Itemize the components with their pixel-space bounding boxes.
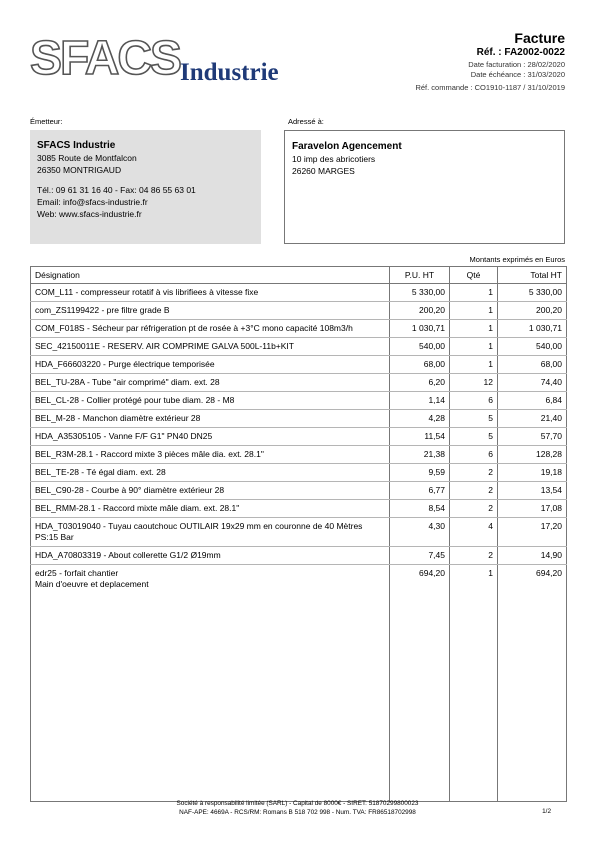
cell-qte: 1 [450, 302, 498, 320]
currency-note: Montants exprimés en Euros [469, 255, 565, 264]
cell-pu: 694,20 [390, 565, 450, 802]
table-row [31, 518, 567, 547]
due-date: Date échéance : 31/03/2020 [470, 70, 565, 79]
cell-qte: 1 [450, 565, 498, 802]
cell-total: 540,00 [498, 338, 567, 356]
cell-qte: 6 [450, 392, 498, 410]
table-row [31, 565, 567, 802]
cell-total: 17,20 [498, 518, 567, 547]
cell-designation: BEL_TE-28 - Té égal diam. ext. 28 [31, 464, 390, 482]
footer-line2: NAF-APE: 4669A - RCS/RM: Romans B 518 702 998 - Num. TVA: FR86518702998 [179, 809, 416, 816]
destinataire-address1: 10 imp des abricotiers [292, 154, 376, 164]
invoice-date: Date facturation : 28/02/2020 [468, 60, 565, 69]
cell-pu: 1,14 [390, 392, 450, 410]
table-row [31, 547, 567, 565]
order-ref: Réf. commande : CO1910-1187 / 31/10/2019 [415, 83, 565, 92]
emetteur-phone: Tél.: 09 61 31 16 40 - Fax: 04 86 55 63 01 [37, 185, 196, 195]
cell-pu: 5 330,00 [390, 284, 450, 302]
cell-designation: COM_L11 - compresseur rotatif à vis librifiees à vitesse fixe [31, 284, 390, 302]
invoice-ref: Réf. : FA2002-0022 [476, 47, 565, 58]
emetteur-box [30, 130, 261, 244]
cell-designation: SEC_42150011E - RESERV. AIR COMPRIME GALVA 500L-11b+KIT [31, 338, 390, 356]
cell-total: 128,28 [498, 446, 567, 464]
cell-designation: BEL_TU-28A - Tube "air comprimé" diam. ext. 28 [31, 374, 390, 392]
emetteur-address2: 26350 MONTRIGAUD [37, 165, 122, 175]
cell-qte: 2 [450, 482, 498, 500]
cell-qte: 1 [450, 320, 498, 338]
cell-pu: 4,28 [390, 410, 450, 428]
cell-designation: HDA_A35305105 - Vanne F/F G1" PN40 DN25 [31, 428, 390, 446]
footer [0, 799, 595, 817]
cell-pu: 4,30 [390, 518, 450, 547]
emetteur-address1: 3085 Route de Montfalcon [37, 153, 137, 163]
cell-designation: com_ZS1199422 - pre filtre grade B [31, 302, 390, 320]
invoice-header [415, 30, 565, 93]
cell-designation: BEL_RMM-28.1 - Raccord mixte mâle diam. ext. 28.1" [31, 500, 390, 518]
table-row [31, 428, 567, 446]
cell-qte: 4 [450, 518, 498, 547]
logo-mark: SFACS [30, 32, 181, 85]
cell-pu: 200,20 [390, 302, 450, 320]
cell-total: 17,08 [498, 500, 567, 518]
cell-pu: 6,20 [390, 374, 450, 392]
sfacs-logo-image [28, 32, 318, 90]
cell-pu: 6,77 [390, 482, 450, 500]
cell-total: 13,54 [498, 482, 567, 500]
cell-total: 68,00 [498, 356, 567, 374]
cell-total: 74,40 [498, 374, 567, 392]
col-header-pu: P.U. HT [390, 267, 450, 284]
cell-designation [31, 565, 390, 802]
cell-designation: HDA_T03019040 - Tuyau caoutchouc OUTILAIR 19x29 mm en couronne de 40 Mètres PS:15 Bar [31, 518, 390, 547]
table-row [31, 374, 567, 392]
table-row [31, 320, 567, 338]
cell-qte: 12 [450, 374, 498, 392]
col-header-total: Total HT [498, 267, 567, 284]
forfait-detail: Main d'oeuvre et deplacement [35, 579, 149, 589]
cell-qte: 1 [450, 284, 498, 302]
emetteur-email: Email: info@sfacs-industrie.fr [37, 197, 148, 207]
cell-total: 57,70 [498, 428, 567, 446]
cell-designation: BEL_C90-28 - Courbe à 90° diamètre extérieur 28 [31, 482, 390, 500]
cell-total: 6,84 [498, 392, 567, 410]
cell-total: 5 330,00 [498, 284, 567, 302]
cell-qte: 5 [450, 428, 498, 446]
col-header-designation: Désignation [31, 267, 390, 284]
cell-designation: BEL_M-28 - Manchon diamètre extérieur 28 [31, 410, 390, 428]
cell-qte: 6 [450, 446, 498, 464]
destinataire-label: Adressé à: [288, 117, 324, 126]
cell-pu: 68,00 [390, 356, 450, 374]
cell-pu: 9,59 [390, 464, 450, 482]
table-row [31, 464, 567, 482]
cell-designation: BEL_R3M-28.1 - Raccord mixte 3 pièces mâle dia. ext. 28.1" [31, 446, 390, 464]
table-row [31, 500, 567, 518]
destinataire-address2: 26260 MARGES [292, 166, 355, 176]
cell-total: 200,20 [498, 302, 567, 320]
emetteur-label: Émetteur: [30, 117, 63, 126]
table-header-row [31, 267, 567, 284]
footer-line1: Société à responsabilité limitée (SARL) - Capital de 8000€ - SIRET: 51870299800023 [176, 800, 419, 807]
destinataire-name: Faravelon Agencement [292, 141, 402, 152]
table-row [31, 284, 567, 302]
emetteur-name: SFACS Industrie [37, 140, 116, 151]
items-table [30, 266, 567, 802]
col-header-qte: Qté [450, 267, 498, 284]
table-row [31, 302, 567, 320]
cell-qte: 2 [450, 547, 498, 565]
cell-designation: BEL_CL-28 - Collier protégé pour tube diam. 28 - M8 [31, 392, 390, 410]
emetteur-web: Web: www.sfacs-industrie.fr [37, 209, 142, 219]
cell-total: 21,40 [498, 410, 567, 428]
cell-total: 694,20 [498, 565, 567, 802]
table-row [31, 482, 567, 500]
forfait-designation: edr25 - forfait chantier [35, 568, 119, 578]
cell-qte: 1 [450, 356, 498, 374]
company-logo [28, 32, 318, 90]
logo-word: Industrie [180, 59, 279, 86]
cell-total: 19,18 [498, 464, 567, 482]
table-row [31, 356, 567, 374]
page-number: 1/2 [542, 808, 551, 815]
cell-qte: 2 [450, 464, 498, 482]
cell-pu: 1 030,71 [390, 320, 450, 338]
table-row [31, 392, 567, 410]
cell-pu: 21,38 [390, 446, 450, 464]
cell-pu: 11,54 [390, 428, 450, 446]
cell-total: 14,90 [498, 547, 567, 565]
destinataire-box [284, 130, 565, 244]
cell-designation: HDA_A70803319 - About collerette G1/2 Ø19mm [31, 547, 390, 565]
cell-qte: 1 [450, 338, 498, 356]
cell-designation: HDA_F66603220 - Purge électrique temporisée [31, 356, 390, 374]
cell-pu: 8,54 [390, 500, 450, 518]
cell-qte: 2 [450, 500, 498, 518]
cell-designation: COM_F018S - Sécheur par réfrigeration pt de rosée à +3°C mono capacité 108m3/h [31, 320, 390, 338]
cell-pu: 540,00 [390, 338, 450, 356]
invoice-title: Facture [514, 30, 565, 46]
cell-qte: 5 [450, 410, 498, 428]
table-row [31, 410, 567, 428]
table-row [31, 338, 567, 356]
table-row [31, 446, 567, 464]
cell-pu: 7,45 [390, 547, 450, 565]
cell-total: 1 030,71 [498, 320, 567, 338]
